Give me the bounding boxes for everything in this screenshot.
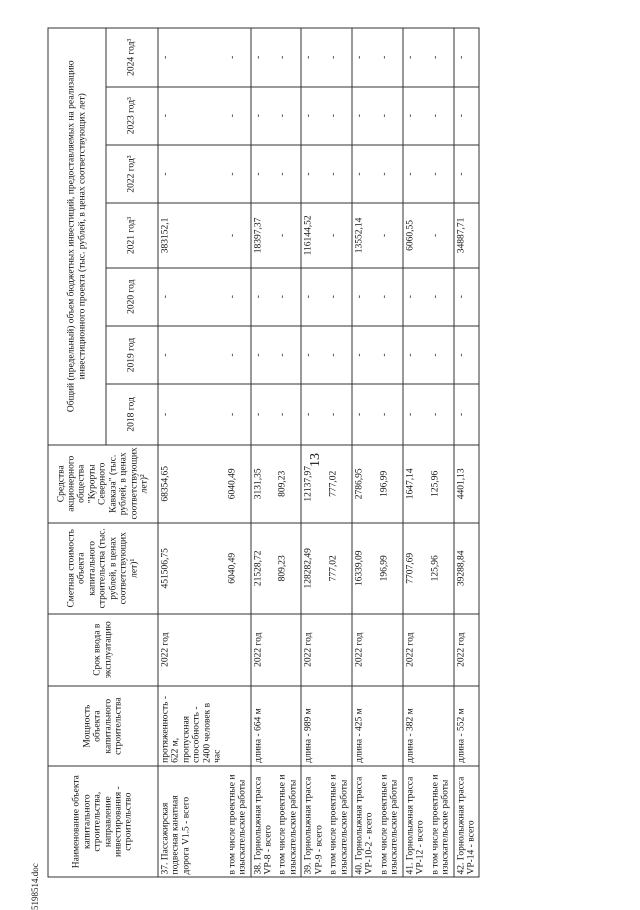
year-value-cell: - — [301, 268, 326, 326]
year-value-cell: - — [251, 145, 276, 203]
company-funds-cell: 68354,65 — [158, 445, 225, 523]
year-value-cell: - — [403, 28, 428, 87]
year-value-cell: - — [276, 384, 301, 444]
rotated-table-container — [48, 28, 593, 878]
year-value-cell: - — [327, 268, 352, 326]
row-number: 37. — [160, 862, 171, 875]
year-value-cell: - — [276, 28, 301, 87]
year-value-cell: - — [301, 145, 326, 203]
deadline-cell — [377, 614, 402, 686]
table-row — [403, 28, 428, 877]
sub-label-cell: в том числе проектные и изыскательские работы — [276, 766, 301, 877]
year-value-cell: - — [377, 87, 402, 145]
year-value-cell: - — [403, 268, 428, 326]
year-value-cell: - — [251, 326, 276, 384]
object-name-cell — [301, 766, 326, 877]
company-funds-cell: 1647,14 — [403, 445, 428, 523]
object-name: Пассажирская подвесная канатная дорога V1.5 - всего — [160, 795, 192, 875]
capacity-cell: протяженность - 622 м, пропускная способность - 2400 человек в час — [158, 686, 225, 766]
table-row — [301, 28, 326, 877]
header-year: 2021 год³ — [106, 203, 158, 267]
sub-label-cell: в том числе проектные и изыскательские работы — [377, 766, 402, 877]
object-name: Горнолыжная трасса VP-9 - всего — [303, 776, 325, 875]
company-funds-cell: 12137,97 — [301, 445, 326, 523]
company-funds-cell: 777,02 — [327, 445, 352, 523]
row-number: 38. — [253, 862, 263, 875]
year-value-cell: - — [352, 268, 377, 326]
year-value-cell: - — [225, 268, 250, 326]
object-name: Горнолыжная трасса VP-14 - всего — [456, 776, 477, 875]
year-value-cell: - — [352, 28, 377, 87]
year-value-cell: - — [428, 326, 453, 384]
year-value-cell: - — [327, 28, 352, 87]
year-value-cell: - — [327, 87, 352, 145]
year-value-cell: - — [352, 384, 377, 444]
estimate-cell: 6040,49 — [225, 523, 250, 614]
year-value-cell: - — [225, 145, 250, 203]
company-funds-cell: 2786,95 — [352, 445, 377, 523]
company-funds-cell: 809,23 — [276, 445, 301, 523]
investment-table — [48, 28, 480, 878]
company-funds-cell: 3131,35 — [251, 445, 276, 523]
capacity-cell: длина - 552 м — [454, 686, 480, 766]
year-value-cell: - — [225, 87, 250, 145]
year-value-cell: - — [403, 145, 428, 203]
year-value-cell: - — [403, 384, 428, 444]
year-value-cell: - — [225, 28, 250, 87]
table-row — [454, 28, 480, 877]
capacity-cell — [377, 686, 402, 766]
year-value-cell: - — [276, 87, 301, 145]
object-name-cell — [352, 766, 377, 877]
year-value-cell: - — [327, 145, 352, 203]
deadline-cell — [225, 614, 250, 686]
year-value-cell: - — [301, 384, 326, 444]
year-value-cell: - — [327, 203, 352, 267]
year-value-cell: - — [158, 384, 225, 444]
row-number: 41. — [405, 862, 416, 875]
year-value-cell: - — [327, 326, 352, 384]
estimate-cell: 196,99 — [377, 523, 402, 614]
company-funds-cell: 4401,13 — [454, 445, 480, 523]
estimate-cell: 39288,84 — [454, 523, 480, 614]
header-year: 2024 год³ — [106, 28, 158, 87]
year-value-cell: - — [352, 87, 377, 145]
deadline-cell — [276, 614, 301, 686]
year-value-cell: - — [276, 203, 301, 267]
estimate-cell: 21528,72 — [251, 523, 276, 614]
header-budget-group: Общий (предельный) объем бюджетных инвестиций, предоставляемых на реализацию инвестиционного проекта (тыс. рублей, в ценах соответствующих лет) — [48, 28, 106, 445]
year-value-cell: - — [454, 268, 480, 326]
row-number: 39. — [303, 862, 314, 875]
company-funds-cell: 6040,49 — [225, 445, 250, 523]
year-value-cell: - — [352, 326, 377, 384]
capacity-cell: длина - 425 м — [352, 686, 377, 766]
footer-doc-code: 5198514.doc — [30, 863, 40, 910]
year-value-cell: - — [301, 87, 326, 145]
object-name-cell — [251, 766, 276, 877]
header-year: 2023 год³ — [106, 87, 158, 145]
year-value-cell: 13552,14 — [352, 203, 377, 267]
year-value-cell: - — [158, 326, 225, 384]
table-row — [251, 28, 276, 877]
sub-label-cell: в том числе проектные и изыскательские работы — [327, 766, 352, 877]
year-value-cell: 34887,71 — [454, 203, 480, 267]
year-value-cell: - — [225, 326, 250, 384]
sub-label-cell: в том числе проектные и изыскательские работы — [225, 766, 250, 877]
table-row — [352, 28, 377, 877]
header-year: 2018 год — [106, 384, 158, 444]
deadline-cell: 2022 год — [301, 614, 326, 686]
deadline-cell: 2022 год — [251, 614, 276, 686]
capacity-cell: длина - 382 м — [403, 686, 428, 766]
year-value-cell: - — [251, 28, 276, 87]
deadline-cell: 2022 год — [403, 614, 428, 686]
table-subrow — [428, 28, 453, 877]
year-value-cell: 116144,52 — [301, 203, 326, 267]
year-value-cell: - — [276, 326, 301, 384]
year-value-cell: - — [377, 28, 402, 87]
year-value-cell: - — [352, 145, 377, 203]
row-number: 40. — [354, 862, 365, 875]
year-value-cell: - — [377, 145, 402, 203]
year-value-cell: - — [276, 145, 301, 203]
estimate-cell: 451506,75 — [158, 523, 225, 614]
table-subrow — [276, 28, 301, 877]
year-value-cell: 6060,55 — [403, 203, 428, 267]
year-value-cell: - — [454, 145, 480, 203]
deadline-cell: 2022 год — [352, 614, 377, 686]
year-value-cell: - — [158, 145, 225, 203]
estimate-cell: 125,96 — [428, 523, 453, 614]
capacity-cell — [225, 686, 250, 766]
year-value-cell: - — [251, 87, 276, 145]
capacity-cell — [276, 686, 301, 766]
year-value-cell: - — [403, 326, 428, 384]
object-name: Горнолыжная трасса VP-10-2 - всего — [354, 776, 375, 875]
estimate-cell: 7707,69 — [403, 523, 428, 614]
deadline-cell — [428, 614, 453, 686]
estimate-cell: 128282,49 — [301, 523, 326, 614]
header-year: 2019 год — [106, 326, 158, 384]
year-value-cell: - — [276, 268, 301, 326]
capacity-cell — [327, 686, 352, 766]
header-deadline: Срок ввода в эксплуатацию — [48, 614, 158, 686]
year-value-cell: - — [158, 28, 225, 87]
header-company-funds: Средства акционерного общества "Курорты Северного Кавказа" (тыс. рублей, в ценах соответствующих лет)² — [48, 445, 158, 523]
year-value-cell: - — [327, 384, 352, 444]
year-value-cell: - — [251, 268, 276, 326]
sub-label-cell: в том числе проектные и изыскательские работы — [428, 766, 453, 877]
year-value-cell: - — [403, 87, 428, 145]
header-year: 2022 год³ — [106, 145, 158, 203]
year-value-cell: - — [301, 326, 326, 384]
table-subrow — [377, 28, 402, 877]
year-value-cell: - — [377, 326, 402, 384]
year-value-cell: - — [377, 268, 402, 326]
year-value-cell: - — [158, 268, 225, 326]
capacity-cell: длина - 664 м — [251, 686, 276, 766]
header-year: 2020 год — [106, 268, 158, 326]
year-value-cell: - — [428, 203, 453, 267]
year-value-cell: - — [377, 203, 402, 267]
year-value-cell: - — [377, 384, 402, 444]
header-estimate: Сметная стоимость объекта капитального строительства (тыс. рублей, в ценах соответствующих лет)¹ — [48, 523, 158, 614]
deadline-cell: 2022 год — [454, 614, 480, 686]
estimate-cell: 809,23 — [276, 523, 301, 614]
year-value-cell: - — [428, 384, 453, 444]
year-value-cell: 18397,37 — [251, 203, 276, 267]
estimate-cell: 777,02 — [327, 523, 352, 614]
table-row — [158, 28, 225, 877]
header-capacity: Мощность объекта капитального строительства — [48, 686, 158, 766]
year-value-cell: - — [428, 87, 453, 145]
year-value-cell: - — [225, 203, 250, 267]
year-value-cell: - — [428, 145, 453, 203]
year-value-cell: - — [251, 384, 276, 444]
company-funds-cell: 125,96 — [428, 445, 453, 523]
year-value-cell: - — [454, 326, 480, 384]
company-funds-cell: 196,99 — [377, 445, 402, 523]
object-name-cell — [454, 766, 480, 877]
year-value-cell: - — [158, 87, 225, 145]
deadline-cell — [327, 614, 352, 686]
year-value-cell: - — [454, 87, 480, 145]
row-number: 42. — [456, 862, 466, 875]
header-name: Наименование объекта капитального строительства, направление инвестирования - строительство — [48, 766, 158, 877]
year-value-cell: - — [454, 384, 480, 444]
year-value-cell: - — [454, 28, 480, 87]
year-value-cell: 383152,1 — [158, 203, 225, 267]
estimate-cell: 16339,09 — [352, 523, 377, 614]
object-name-cell — [403, 766, 428, 877]
object-name-cell — [158, 766, 225, 877]
capacity-cell — [428, 686, 453, 766]
table-subrow — [225, 28, 250, 877]
year-value-cell: - — [301, 28, 326, 87]
object-name: Горнолыжная трасса VP-8 - всего — [253, 776, 274, 875]
deadline-cell: 2022 год — [158, 614, 225, 686]
capacity-cell: длина - 989 м — [301, 686, 326, 766]
table-subrow — [327, 28, 352, 877]
year-value-cell: - — [428, 28, 453, 87]
object-name: Горнолыжная трасса VP-12 - всего — [405, 776, 426, 875]
year-value-cell: - — [428, 268, 453, 326]
year-value-cell: - — [225, 384, 250, 444]
page-number: 13 — [308, 453, 323, 467]
